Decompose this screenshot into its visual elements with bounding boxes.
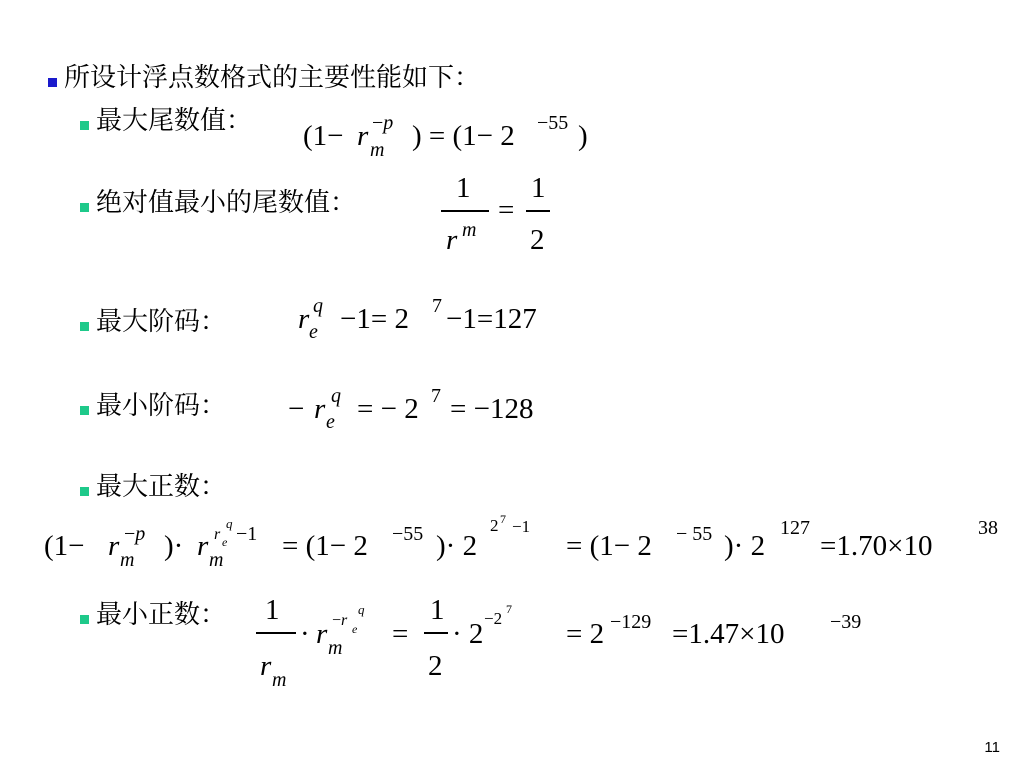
item-max-mantissa-label: 最大尾数值： (96, 106, 253, 136)
slide-heading: 所设计浮点数格式的主要性能如下： (64, 63, 481, 93)
bullet-level2-icon (80, 487, 89, 496)
bullet-level1-icon (48, 78, 57, 87)
bullet-level2-icon (80, 406, 89, 415)
bullet-level2-icon (80, 203, 89, 212)
page-number: 11 (984, 739, 1000, 756)
item-min-abs-mantissa-label: 绝对值最小的尾数值： (96, 188, 357, 218)
bullet-level2-icon (80, 121, 89, 130)
bullet-level2-icon (80, 615, 89, 624)
bullet-level2-icon (80, 322, 89, 331)
item-max-exponent-label: 最大阶码： (96, 307, 227, 337)
item-max-positive-label: 最大正数： (96, 472, 227, 502)
item-min-positive-label: 最小正数： (96, 600, 227, 630)
item-min-exponent-label: 最小阶码： (96, 391, 227, 421)
